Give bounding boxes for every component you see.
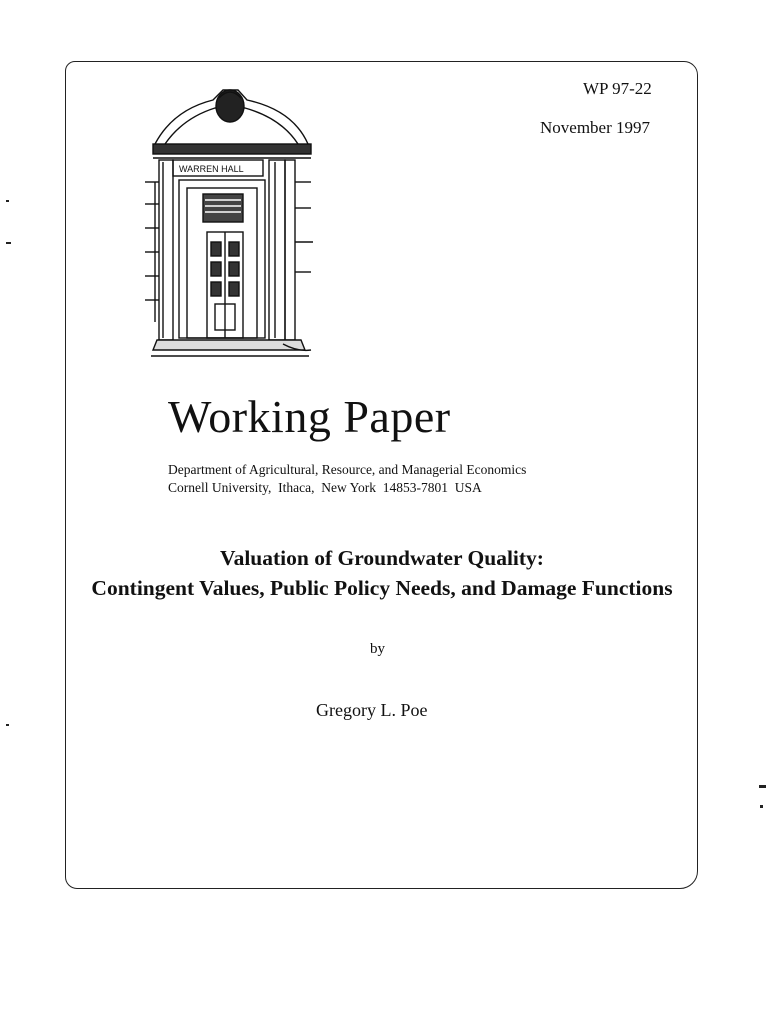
paper-title-line-2: Contingent Values, Public Policy Needs, and Damage Functions [91, 576, 673, 600]
university-address: Cornell University, Ithaca, New York 14853-7801 USA [168, 480, 482, 495]
working-paper-number: WP 97-22 [583, 79, 652, 98]
scan-speck [6, 242, 11, 244]
author-name: Gregory L. Poe [316, 700, 428, 720]
scan-speck [759, 785, 766, 788]
scan-speck [760, 805, 763, 808]
scan-speck [6, 724, 9, 726]
scan-speck [6, 200, 9, 202]
department-block [168, 461, 526, 497]
warren-hall-doorway-icon [143, 82, 318, 372]
working-paper-heading: Working Paper [168, 391, 451, 442]
paper-title-line-1: Valuation of Groundwater Quality: [220, 546, 544, 570]
warren-hall-sign: WARREN HALL [179, 164, 244, 174]
department-name: Department of Agricultural, Resource, and Managerial Economics [168, 462, 527, 477]
by-label: by [370, 641, 385, 657]
publication-date: November 1997 [540, 118, 651, 137]
